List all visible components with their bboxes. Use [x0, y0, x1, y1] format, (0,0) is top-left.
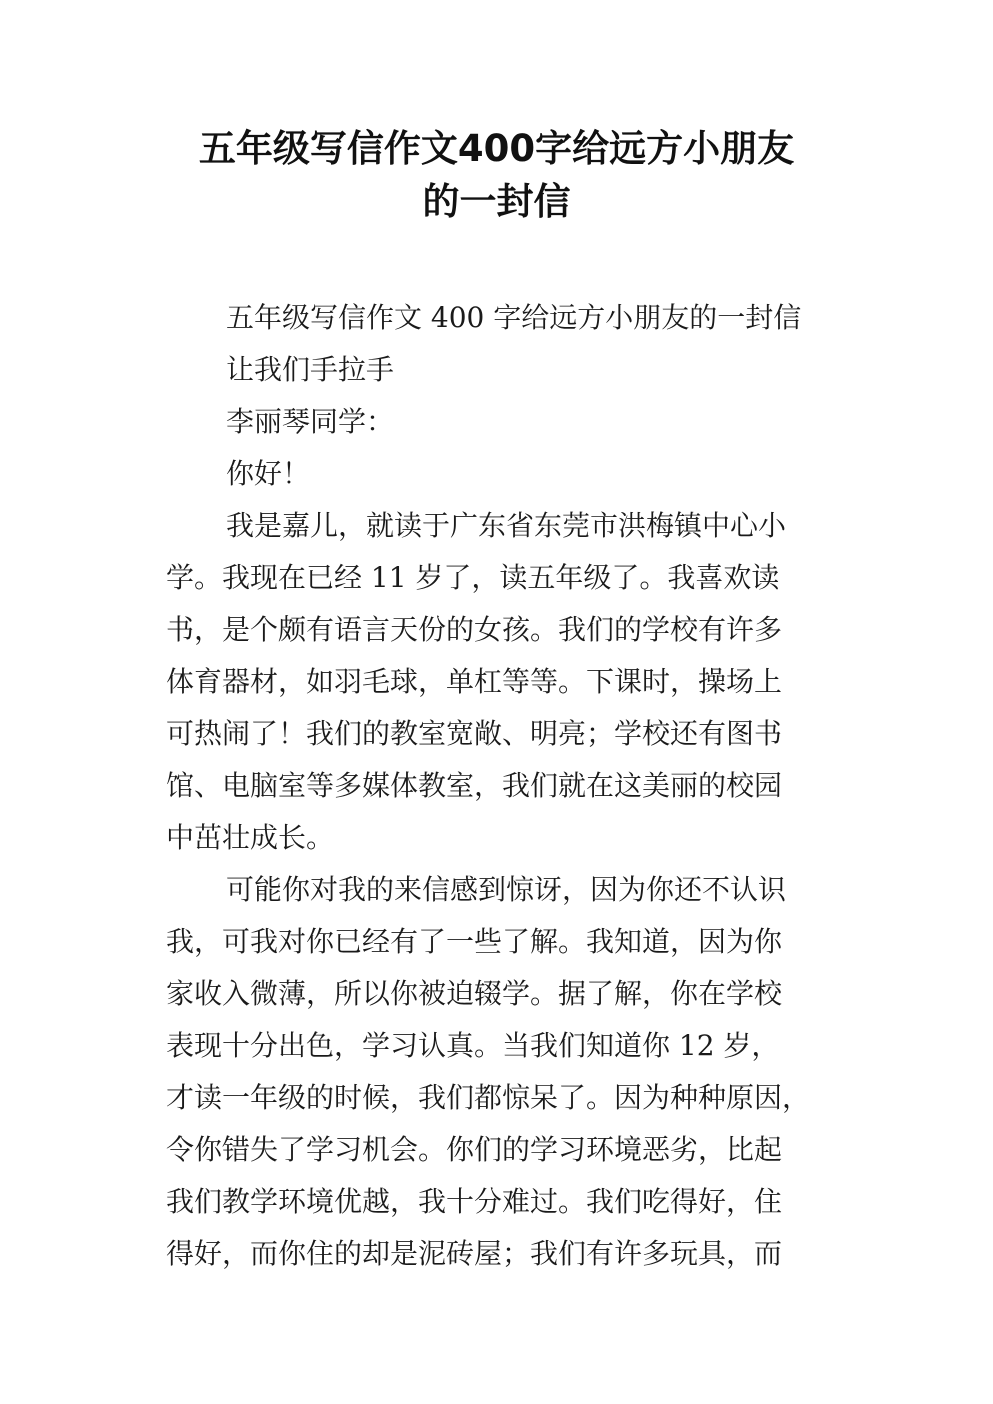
text-line: 书，是个颇有语言天份的女孩。我们的学校有许多: [166, 613, 783, 646]
text-line: 可热闹了！我们的教室宽敞、明亮；学校还有图书: [166, 717, 783, 750]
text-line: 家收入微薄，所以你被迫辍学。据了解，你在学校: [166, 977, 783, 1010]
document-body: [166, 292, 831, 1280]
text-line: 学。我现在已经 11 岁了，读五年级了。我喜欢读: [166, 561, 780, 594]
text-line: 表现十分出色，学习认真。当我们知道你 12 岁，: [166, 1029, 780, 1062]
text-line: 你好！: [226, 457, 311, 490]
title-line-1: 五年级写信作文400字给远方小朋友: [198, 127, 795, 170]
text-line: 我，可我对你已经有了一些了解。我知道，因为你: [166, 925, 783, 958]
text-line: 可能你对我的来信感到惊讶，因为你还不认识: [226, 873, 787, 906]
text-line: 体育器材，如羽毛球，单杠等等。下课时，操场上: [166, 665, 783, 698]
text-line: 得好，而你住的却是泥砖屋；我们有许多玩具，而: [166, 1237, 783, 1270]
text-line: 中茁壮成长。: [166, 821, 335, 854]
text-line: 我是嘉儿，就读于广东省东莞市洪梅镇中心小: [226, 509, 787, 542]
text-line: 令你错失了学习机会。你们的学习环境恶劣，比起: [166, 1133, 783, 1166]
text-line: 李丽琴同学：: [226, 405, 395, 438]
text-line: 让我们手拉手: [226, 353, 395, 386]
document-title: [150, 122, 843, 228]
title-line-2: 的一封信: [422, 180, 571, 223]
text-line: 我们教学环境优越，我十分难过。我们吃得好，住: [166, 1185, 783, 1218]
text-line: 才读一年级的时候，我们都惊呆了。因为种种原因，: [166, 1081, 811, 1114]
text-line: 馆、电脑室等多媒体教室，我们就在这美丽的校园: [166, 769, 783, 802]
text-line: 五年级写信作文 400 字给远方小朋友的一封信: [226, 301, 802, 334]
